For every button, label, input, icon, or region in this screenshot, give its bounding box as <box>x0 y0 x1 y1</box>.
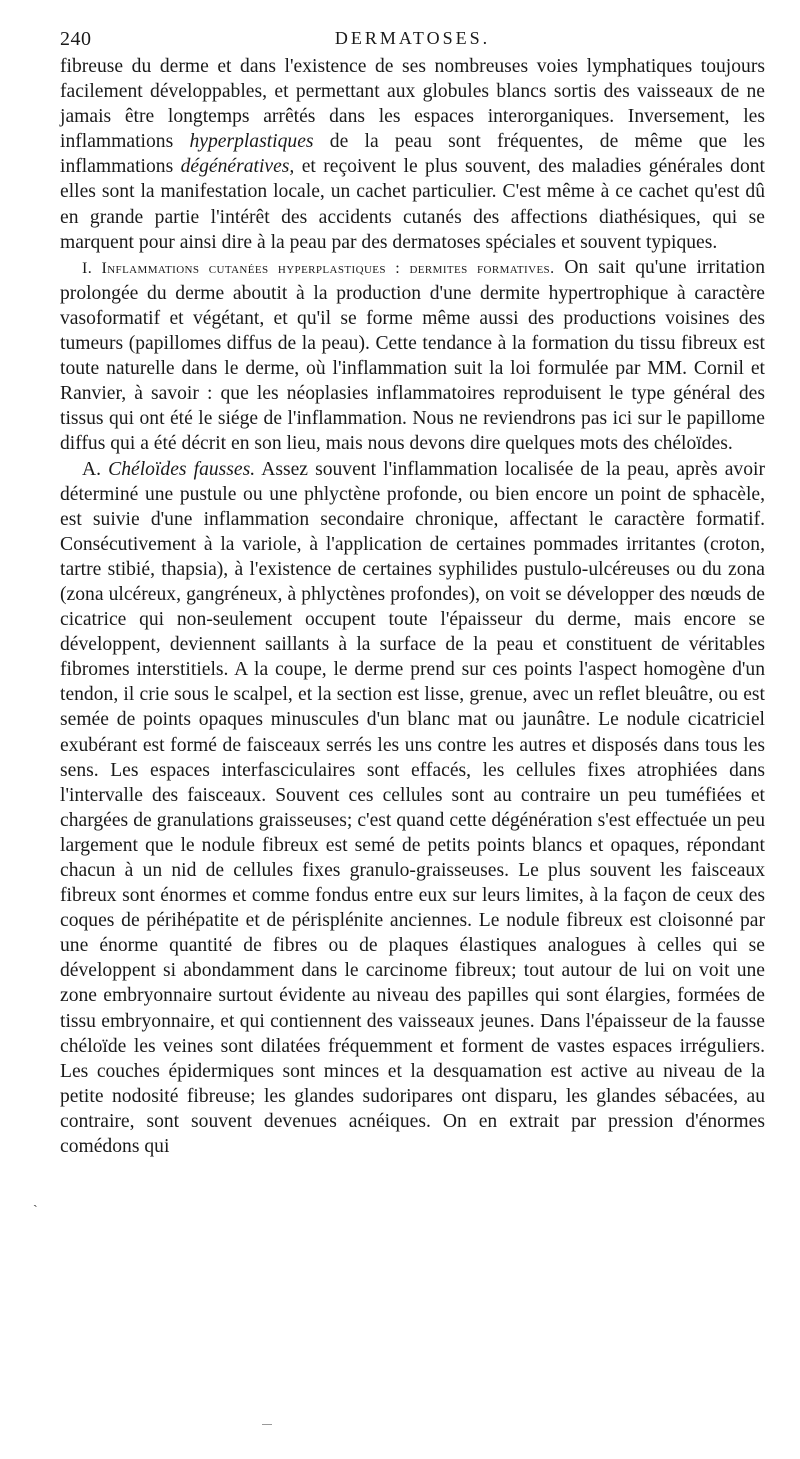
page-number: 240 <box>60 28 92 50</box>
emphasis-hyperplastiques: hyperplastiques <box>189 131 314 153</box>
subsection-title: Chéloïdes fausses. <box>108 458 256 480</box>
footer-mark <box>262 1424 272 1425</box>
page-header <box>60 24 765 54</box>
running-title: DERMATOSES. <box>334 28 491 48</box>
margin-mark: ˎ <box>33 1193 38 1208</box>
emphasis-degeneratives: dégénératives, <box>180 156 295 178</box>
paragraph-3: A. Chéloïdes fausses. Assez souvent l'inflammation localisée de la peau, après avoir déterminé une pustule ou une phlyctène profonde, ou bien encore un point de sphacèle, est suivie d'une inflammation secondaire chronique, affectant le caractère formatif. Consécutivement à la variole, à l'application de certaines pommades irritantes (croton, tartre stibié, thapsia), à l'existence de certaines syphilides pustulo-ulcéreuses ou du zona (zona ulcéreux, gangréneux, à phlyctènes profondes), on voit se développer des nœuds de cicatrice qui non-seulement occupent toute l'épaisseur du derme, mais encore se développent, deviennent saillants à la surface de la peau et constituent de véritables fibromes interstitiels. A la coupe, le derme prend sur ces points l'aspect homogène d'un tendon, il crie sous le scalpel, et la section est lisse, grenue, avec un reflet bleuâtre, ou est semée de points opaques minuscules d'un blanc mat ou jaunâtre. Le nodule cicatriciel exubérant est formé de faisceaux serrés les uns contre les autres et disposés dans tous les sens. Les espaces interfasciculaires sont effacés, les cellules fixes atrophiées dans l'intervalle des faisceaux. Souvent ces cellules sont au contraire un peu tuméfiées et chargées de granulations graisseuses; c'est quand cette dégénération s'est effectuée un peu largement que le nodule fibreux est semé de petits points blancs et opaques, répondant chacun à un nid de cellules fixes granulo-graisseuses. Le plus souvent les faisceaux fibreux sont énormes et comme fondus entre eux sur leurs limites, à la façon de ceux des coques de périhépatite et de périsplénite anciennes. Le nodule fibreux est cloisonné par une énorme quantité de fibres ou de plaques élastiques analogues à celles qui se développent si abondamment dans le carcinome fibreux; tout autour de lui on voit une zone embryonnaire surtout évidente au niveau des papilles qui sont élargies, formées de tissu embryonnaire, et qui contiennent des vaisseaux jeunes. Dans l'épaisseur de la fausse chéloïde les veines sont dilatées fréquemment et forment de vastes espaces irréguliers. Les couches épidermiques sont minces et la desquamation est active au niveau de la petite nodosité fibreuse; les glandes sudoripares ont disparu, les glandes sébacées, au contraire, sont souvent devenues acnéiques. On en extrait par pression d'énormes comédons qui <box>60 458 765 1158</box>
paragraph-1: fibreuse du derme et dans l'existence de ses nombreuses voies lymphatiques toujours facilement développables, et permettant aux globules blancs sortis des vaisseaux de ne jamais être longtemps arrêtés dans les espaces interorganiques. Inversement, les inflammations hyperplastiques de la peau sont fréquentes, de même que les inflammations dégénératives, et reçoivent le plus souvent, des maladies générales dont elles sont la manifestation locale, un cachet particulier. C'est même à ce cachet qu'est dû en grande partie l'intérêt des accidents cutanés des affections diathésiques, qui se marquent pour ainsi dire à la peau par des dermatoses spéciales et souvent typiques. <box>60 56 765 253</box>
section-heading: I. Inflammations cutanées hyperplastiques : dermites formatives. <box>82 259 555 277</box>
page <box>60 24 765 1159</box>
body-text <box>60 54 765 1159</box>
paragraph-2: I. Inflammations cutanées hyperplastiques : dermites formatives. On sait qu'une irritation prolongée du derme aboutit à la production d'une dermite hypertrophique à caractère vasoformatif et végétant, et qu'il se forme même aussi des productions voisines des tumeurs (papillomes diffus de la peau). Cette tendance à la formation du tissu fibreux est toute naturelle dans le derme, où l'inflammation suit la loi formulée par MM. Cornil et Ranvier, à savoir : que les néoplasies inflammatoires reproduisent le type général des tissus qui ont été le siége de l'inflammation. Nous ne reviendrons pas ici sur le papillome diffus qui a été décrit en son lieu, mais nous devons dire quelques mots des chéloïdes. <box>60 256 766 455</box>
subsection-label: A. <box>82 458 102 480</box>
